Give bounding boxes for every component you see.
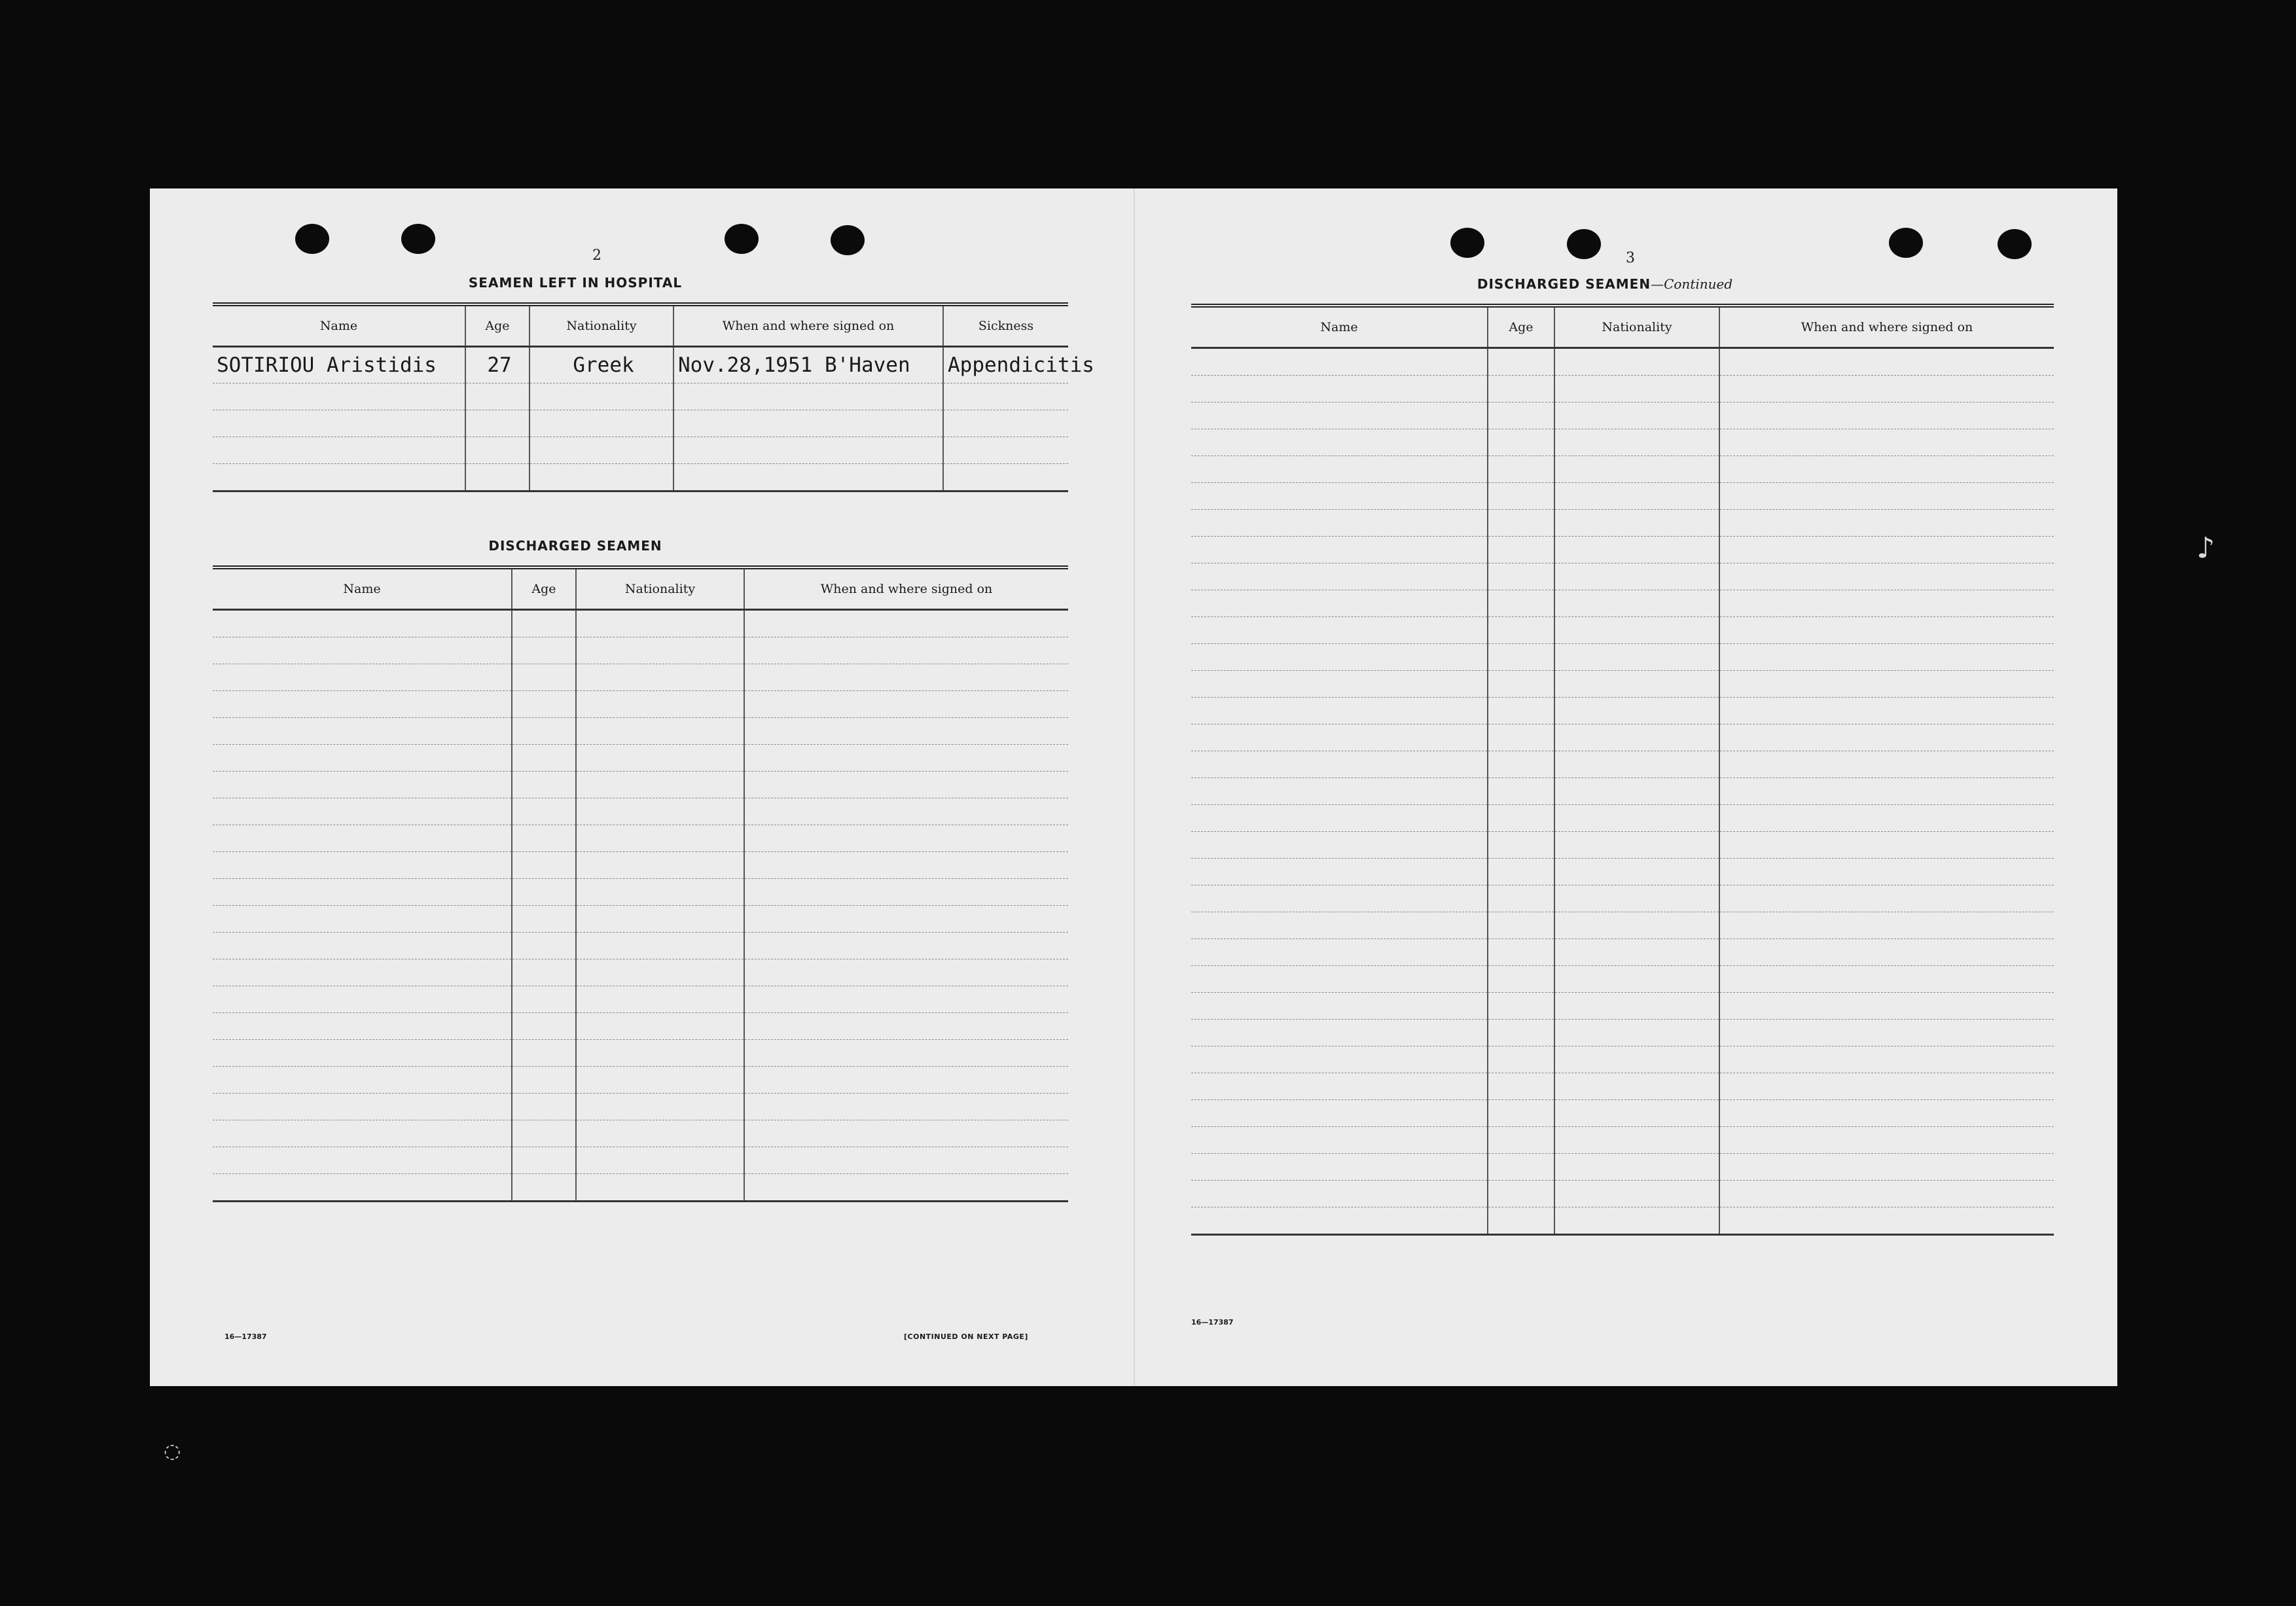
table-row [213, 437, 1068, 464]
table-row [213, 664, 1068, 691]
table-row [1191, 456, 2054, 483]
table-row [213, 772, 1068, 798]
punch-hole [295, 224, 329, 254]
table-row [213, 1094, 1068, 1120]
scan-mark: ◌ [164, 1440, 181, 1463]
table-row [213, 718, 1068, 745]
seaman-signed-on: Nov.28,1951 B'Haven [673, 347, 943, 384]
table-row [1191, 376, 2054, 402]
table-row [1191, 1020, 2054, 1046]
column-header-signed-on: When and where signed on [1719, 306, 2054, 348]
table-row [1191, 939, 2054, 966]
punch-hole [1998, 229, 2032, 259]
punch-hole [401, 224, 435, 254]
column-header-name: Name [1191, 306, 1488, 348]
continued-note: [CONTINUED ON NEXT PAGE] [904, 1332, 1028, 1341]
table-row [213, 610, 1068, 637]
ledger-sheet [150, 188, 2117, 1386]
table-row [1191, 1181, 2054, 1207]
table-row [1191, 644, 2054, 671]
table-row [1191, 671, 2054, 698]
table-row [1191, 429, 2054, 456]
table-row [213, 959, 1068, 986]
column-header-nationality: Nationality [1554, 306, 1719, 348]
column-header-signed-on: When and where signed on [744, 567, 1068, 610]
table-row [1191, 537, 2054, 563]
seaman-age: 27 [465, 347, 529, 384]
scan-mark: ♪ [2197, 531, 2215, 565]
table-row [1191, 590, 2054, 617]
table-row [1191, 698, 2054, 724]
table-row [1191, 1207, 2054, 1235]
table-row [1191, 348, 2054, 376]
column-header-sickness: Sickness [943, 304, 1068, 347]
table-row [213, 1174, 1068, 1202]
left-page [150, 188, 1134, 1386]
punch-hole [725, 224, 759, 254]
heading-suffix: —Continued [1651, 276, 1733, 292]
form-number: 16—17387 [1191, 1318, 1234, 1327]
section-heading-hospital: SEAMEN LEFT IN HOSPITAL [468, 275, 683, 291]
heading-text: DISCHARGED SEAMEN [1477, 276, 1651, 292]
hospital-table [213, 302, 1094, 492]
punch-hole [1567, 229, 1601, 259]
table-row [1191, 724, 2054, 751]
table-row [213, 852, 1068, 879]
discharged-table [213, 565, 1068, 1202]
table-row [213, 1147, 1068, 1174]
table-row [213, 798, 1068, 825]
column-header-age: Age [1488, 306, 1554, 348]
table-row [213, 1067, 1068, 1094]
page-number: 3 [1626, 250, 1635, 266]
column-header-name: Name [213, 304, 465, 347]
table-row [1191, 805, 2054, 832]
table-row [213, 1040, 1068, 1067]
column-header-name: Name [213, 567, 512, 610]
table-row [213, 1120, 1068, 1147]
punch-hole [1450, 228, 1484, 258]
seaman-nationality: Greek [529, 347, 673, 384]
form-number: 16—17387 [224, 1332, 267, 1341]
table-row [1191, 1046, 2054, 1073]
table-row [213, 691, 1068, 718]
table-row [1191, 778, 2054, 805]
table-row [1191, 966, 2054, 993]
punch-hole [1889, 228, 1923, 258]
column-header-nationality: Nationality [576, 567, 744, 610]
seaman-sickness: Appendicitis [943, 347, 1068, 384]
right-page [1134, 188, 2117, 1386]
table-row [1191, 912, 2054, 939]
table-row [213, 1013, 1068, 1040]
table-row [1191, 832, 2054, 859]
column-header-age: Age [512, 567, 576, 610]
table-row [1191, 859, 2054, 885]
table-row [1191, 483, 2054, 510]
table-row [1191, 617, 2054, 644]
table-row [213, 410, 1068, 437]
section-heading-discharged-continued [1408, 276, 1801, 292]
table-row [1191, 993, 2054, 1020]
page-number: 2 [592, 247, 601, 264]
section-heading-discharged: DISCHARGED SEAMEN [488, 538, 662, 554]
table-row [213, 384, 1068, 410]
punch-hole [831, 225, 865, 255]
table-row [1191, 1073, 2054, 1100]
seaman-name: SOTIRIOU Aristidis [213, 347, 465, 384]
table-row [1191, 1127, 2054, 1154]
table-row [1191, 402, 2054, 429]
column-header-age: Age [465, 304, 529, 347]
table-row [213, 879, 1068, 906]
table-row [1191, 885, 2054, 912]
table-row [1191, 510, 2054, 537]
table-row [213, 825, 1068, 852]
table-row [1191, 563, 2054, 590]
column-header-signed-on: When and where signed on [673, 304, 943, 347]
table-row [1191, 1100, 2054, 1127]
column-header-nationality: Nationality [529, 304, 673, 347]
table-row [213, 986, 1068, 1013]
table-row [1191, 751, 2054, 778]
table-row [213, 745, 1068, 772]
discharged-continued-table [1191, 304, 2054, 1236]
table-row [213, 906, 1068, 933]
table-row [213, 933, 1068, 959]
table-row [1191, 1154, 2054, 1181]
table-row [213, 637, 1068, 664]
table-row [213, 347, 1068, 384]
table-row [213, 464, 1068, 491]
